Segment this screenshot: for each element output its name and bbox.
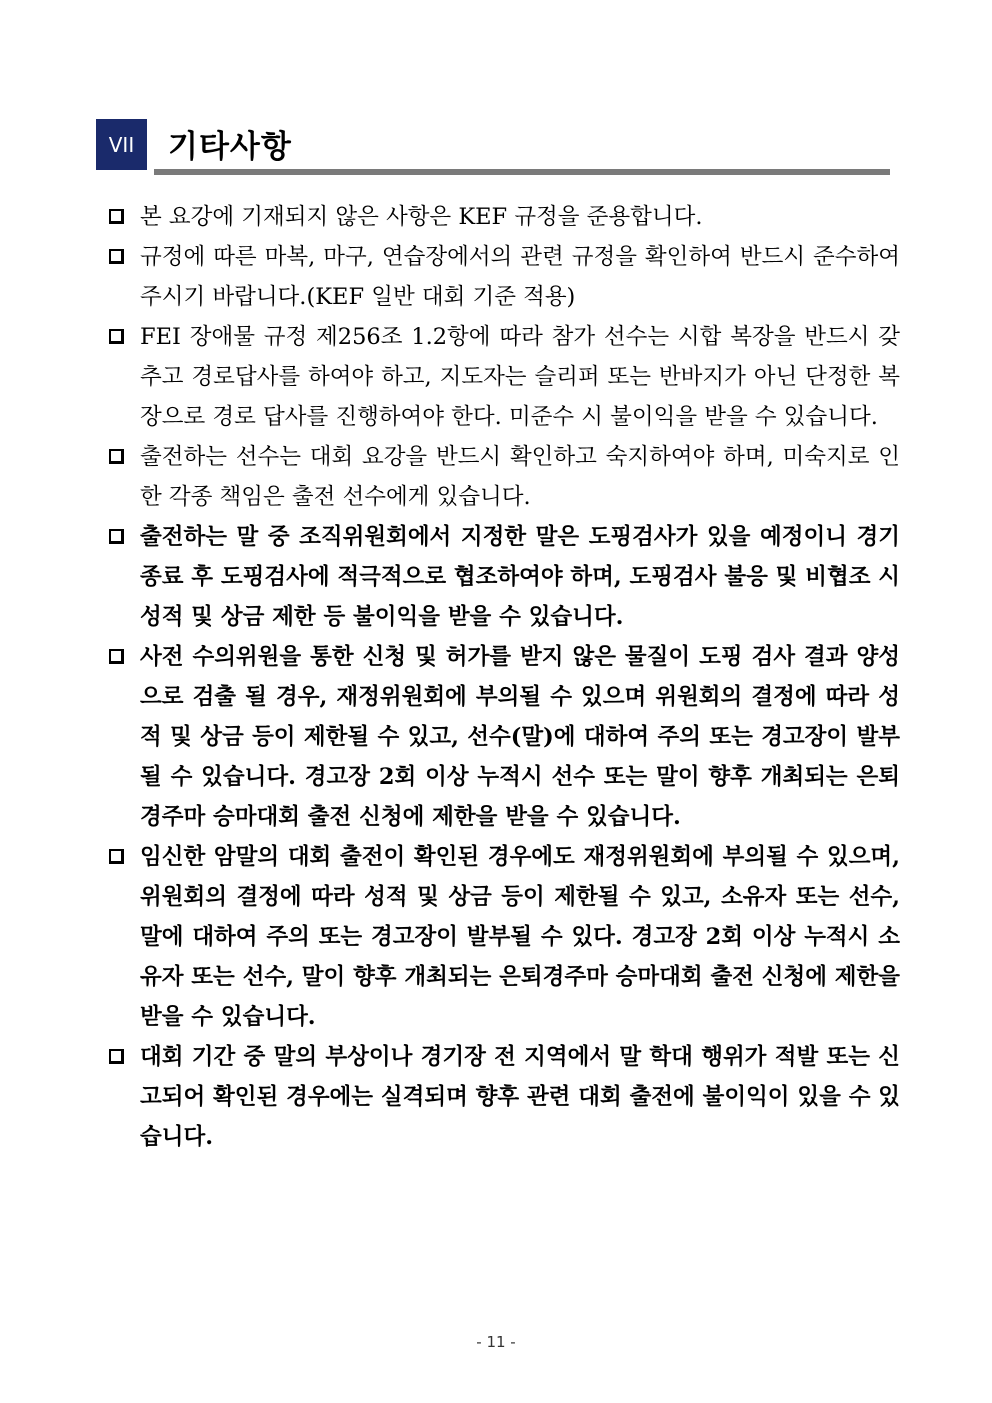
item-text: 규정에 따른 마복, 마구, 연습장에서의 관련 규정을 확인하여 반드시 준수하여 주시기 바랍니다.(KEF 일반 대회 기준 적용) [140,244,900,310]
page-number: - 11 - [476,1333,516,1351]
section-title: 기타사항 [168,129,292,165]
checkbox-bullet-icon [109,209,124,224]
checkbox-bullet-icon [109,329,124,344]
item-text: 출전하는 말 중 조직위원회에서 지정한 말은 도핑검사가 있을 예정이니 경기 종료 후 도핑검사에 적극적으로 협조하여야 하며, 도핑검사 불응 및 비협조 시 성적 및 상금 제한 등 불이익을 받을 수 있습니다. [140,524,900,630]
list-item [104,1037,900,1157]
item-text: 임신한 암말의 대회 출전이 확인된 경우에도 재정위원회에 부의될 수 있으며, 위원회의 결정에 따라 성적 및 상금 등이 제한될 수 있고, 소유자 또는 선수, 말에 대하여 주의 또는 경고장이 발부될 수 있다. 경고장 2회 이상 누적시 소유자 또는 선수, 말이 향후 개최되는 은퇴경주마 승마대회 출전 신청에 제한을 받을 수 있습니다. [140,844,900,1030]
checkbox-bullet-icon [109,649,124,664]
list-item [104,317,900,437]
item-text: 대회 기간 중 말의 부상이나 경기장 전 지역에서 말 학대 행위가 적발 또는 신고되어 확인된 경우에는 실격되며 향후 관련 대회 출전에 불이익이 있을 수 있습니다. [140,1044,900,1150]
list-item [104,517,900,637]
checkbox-bullet-icon [109,249,124,264]
item-text: 사전 수의위원을 통한 신청 및 허가를 받지 않은 물질이 도핑 검사 결과 양성으로 검출 될 경우, 재정위원회에 부의될 수 있으며 위원회의 결정에 따라 성적 및 상금 등이 제한될 수 있고, 선수(말)에 대하여 주의 또는 경고장이 발부될 수 있습니다. 경고장 2회 이상 누적시 선수 또는 말이 향후 개최되는 은퇴경주마 승마대회 출전 신청에 제한을 받을 수 있습니다. [140,644,900,830]
item-text: 본 요강에 기재되지 않은 사항은 KEF 규정을 준용합니다. [140,204,703,230]
list-item [104,837,900,1037]
item-text: FEI 장애물 규정 제256조 1.2항에 따라 참가 선수는 시합 복장을 반드시 갖추고 경로답사를 하여야 하고, 지도자는 슬리퍼 또는 반바지가 아닌 단정한 복장으로 경로 답사를 진행하여야 한다. 미준수 시 불이익을 받을 수 있습니다. [140,324,900,430]
list-item [104,637,900,837]
title-underline [154,169,890,175]
checkbox-bullet-icon [109,529,124,544]
checkbox-bullet-icon [109,1049,124,1064]
notice-list [104,197,900,1157]
checkbox-bullet-icon [109,449,124,464]
item-text: 출전하는 선수는 대회 요강을 반드시 확인하고 숙지하여야 하며, 미숙지로 인한 각종 책임은 출전 선수에게 있습니다. [140,444,900,510]
section-header [96,117,890,175]
section-number-badge: VII [96,119,147,170]
checkbox-bullet-icon [109,849,124,864]
list-item [104,437,900,517]
list-item [104,197,900,237]
list-item [104,237,900,317]
